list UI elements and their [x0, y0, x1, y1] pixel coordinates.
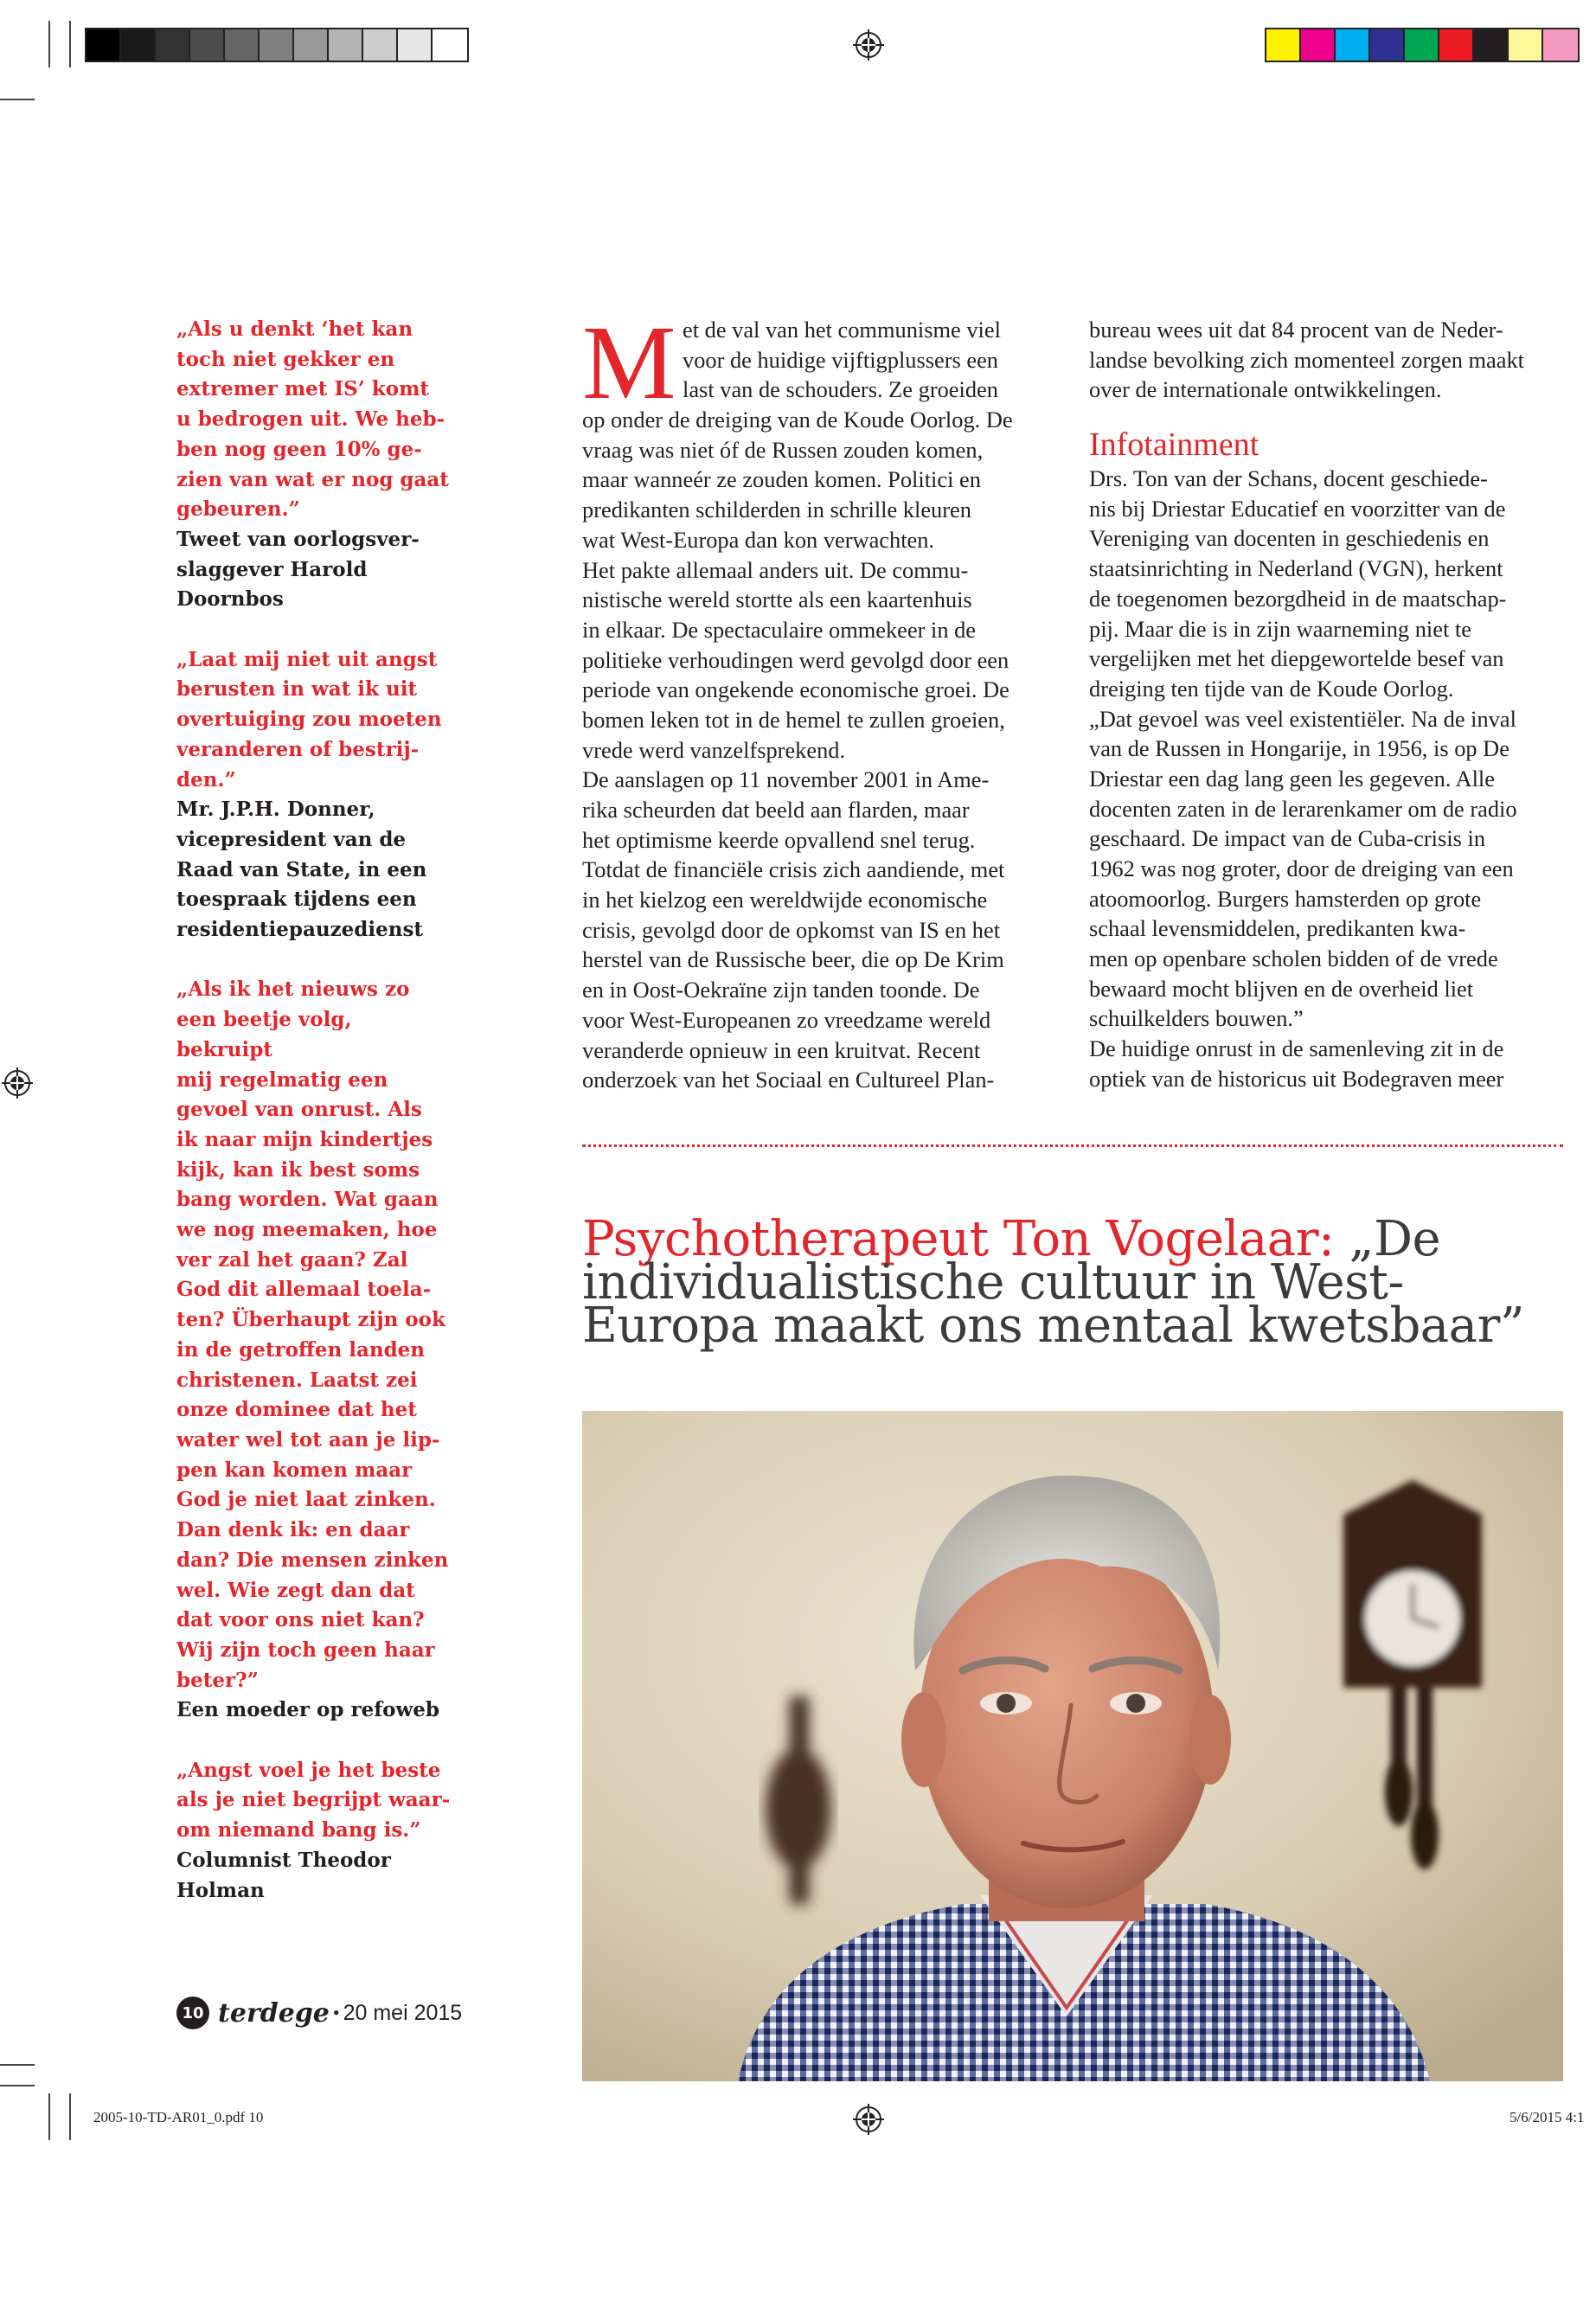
color-swatch — [1370, 29, 1405, 61]
color-swatch — [1266, 29, 1301, 61]
text-line: onderzoek van het Sociaal en Cultureel Plan- — [582, 1067, 995, 1093]
text-line: veranderde opnieuw in een kruitvat. Recent — [582, 1036, 981, 1063]
text-line: atoomoorlog. Burgers hamsterden op grote — [1089, 885, 1482, 912]
page-number: 10 — [176, 1997, 209, 2029]
text-line: wat West-Europa dan kon verwachten. — [582, 526, 935, 553]
text-line: bomen leken tot in de hemel te zullen groeien, — [582, 706, 1005, 733]
interview-headline — [582, 1211, 1577, 1354]
text-line: staatsinrichting in Nederland (VGN), herkent — [1089, 555, 1503, 582]
text-line: De aanslagen op 11 november 2001 in Ame- — [582, 766, 990, 793]
issue-date: 20 mei 2015 — [343, 2000, 463, 2025]
color-swatch — [1543, 29, 1578, 61]
text-line: optiek van de historicus uit Bodegraven meer — [1089, 1065, 1504, 1092]
text-line: landse bevolking zich momenteel zorgen maakt — [1089, 346, 1524, 373]
article-body — [1089, 464, 1574, 1093]
footer-separator: • — [332, 2002, 340, 2023]
color-swatch — [1439, 29, 1474, 61]
text-line: nis bij Driestar Educatief en voorzitter van de — [1089, 495, 1506, 522]
text-line: herstel van de Russische beer, die op De Krim — [582, 946, 1004, 973]
color-swatch — [225, 29, 260, 61]
grayscale-color-bar — [85, 28, 469, 62]
text-line: pij. Maar die is in zijn waarneming niet te — [1089, 615, 1471, 642]
color-swatch — [260, 29, 294, 61]
text-line: politieke verhoudingen werd gevolgd door een — [582, 646, 1010, 673]
text-line: vrede werd vanzelfsprekend. — [582, 736, 846, 763]
print-slug-file: 2005-10-TD-AR01_0.pdf 10 — [93, 2109, 264, 2125]
color-swatch — [121, 29, 156, 61]
dotted-divider — [582, 1144, 1563, 1147]
text-line: predikanten schilderden in schrille kleuren — [582, 497, 971, 523]
crop-mark — [48, 21, 50, 67]
text-line: Driestar een dag lang geen les gegeven. Alle — [1089, 765, 1495, 792]
quote-source: Mr. J.P.H. Donner, vicepresident van de Raad van State, in een toespraak tijdens een residentiepauzedienst — [176, 798, 427, 942]
text-line: vraag was niet óf de Russen zouden komen, — [582, 436, 984, 463]
text-line: dreiging ten tijde van de Koude Oorlog. — [1089, 675, 1454, 702]
quote-source: Een moeder op refoweb — [176, 1698, 439, 1722]
text-line: et de val van het communisme viel — [683, 317, 1001, 343]
text-line: in elkaar. De spectaculaire ommekeer in de — [582, 616, 977, 643]
color-swatch — [1474, 29, 1509, 61]
text-line: nistische wereld stortte als een kaartenhuis — [582, 586, 972, 613]
text-line: Drs. Ton van der Schans, docent geschiede- — [1089, 465, 1488, 492]
headline-text: „De — [1334, 1211, 1441, 1267]
crop-mark — [69, 2093, 71, 2140]
magazine-logo: terdege — [218, 1997, 330, 2029]
color-swatch — [433, 29, 467, 61]
quote-text: „Als ik het nieuws zo een beetje volg, bekruipt mij regelmatig een gevoel van onrust. Als ik naar mijn kindertjes kijk, kan ik best soms bang worden. Wat gaan we nog meemaken, hoe ver zal het gaan? Zal God dit allemaal toela- ten? Überhaupt zijn ook in de getroffen landen christenen. Laatst zei onze dominee dat het water wel tot aan je lip- pen kan komen maar God je niet laat zinken. Dan denk ik: en daar dan? Die mensen zinken wel. Wie zegt dan dat dat voor ons niet kan? Wij zijn toch geen haar beter?” — [176, 977, 449, 1692]
text-line: docenten zaten in de lerarenkamer om de radio — [1089, 795, 1517, 822]
article-column-2 — [1089, 315, 1574, 1094]
text-line: schaal levensmiddelen, predikanten kwa- — [1089, 915, 1466, 942]
article-body — [1089, 315, 1574, 405]
page-footer — [176, 1996, 462, 2030]
quote-block — [176, 315, 452, 615]
color-swatch — [1509, 29, 1543, 61]
portrait-photo — [582, 1411, 1563, 2081]
drop-cap: M — [582, 304, 676, 421]
text-line: bureau wees uit dat 84 procent van de Neder- — [1089, 317, 1503, 343]
section-subhead: Infotainment — [1089, 426, 1259, 464]
color-swatch — [398, 29, 433, 61]
article-column-1 — [582, 304, 1049, 1095]
headline-speaker: Psychotherapeut Ton Vogelaar: — [582, 1211, 1335, 1267]
quote-text: „Angst voel je het beste als je niet begrijpt waar- om niemand bang is.” — [176, 1758, 451, 1843]
text-line: last van de schouders. Ze groeiden — [683, 376, 998, 403]
crop-mark — [48, 2093, 50, 2140]
quote-text: „Als u denkt ‘het kan toch niet gekker en extremer met IS’ komt u bedrogen uit. We heb- ben nog geen 10% ge- zien van wat er nog gaat gebeuren.” — [176, 317, 449, 522]
registration-mark-icon — [2, 1067, 33, 1099]
quote-block — [176, 645, 452, 945]
text-line: schuilkelders bouwen.” — [1089, 1005, 1304, 1032]
color-swatch — [329, 29, 363, 61]
registration-mark-icon — [853, 2104, 884, 2135]
text-line: geschaard. De impact van de Cuba-crisis in — [1089, 825, 1486, 852]
color-swatch — [1336, 29, 1370, 61]
article-body — [582, 304, 1049, 1095]
sidebar-quotes — [176, 315, 452, 1936]
headline-text: Europa maakt ons mentaal kwetsbaar” — [582, 1298, 1524, 1354]
text-line: voor West-Europeanen zo vreedzame wereld — [582, 1006, 991, 1033]
quote-block — [176, 975, 452, 1726]
color-swatch — [156, 29, 190, 61]
text-line: crisis, gevolgd door de opkomst van IS en het — [582, 916, 1001, 943]
color-swatch — [1405, 29, 1439, 61]
quote-text: „Laat mij niet uit angst berusten in wat ik uit overtuiging zou moeten veranderen of bestrij- den.” — [176, 647, 442, 792]
text-line: maar wanneér ze zouden komen. Politici en — [582, 466, 981, 493]
text-line: voor de huidige vijftigplussers een — [683, 346, 998, 373]
text-line: de toegenomen bezorgdheid in de maatschap- — [1089, 585, 1507, 612]
process-color-bar — [1265, 28, 1580, 62]
text-line: men op openbare scholen bidden of de vrede — [1089, 945, 1498, 972]
text-line: vergelijken met het diepgewortelde besef van — [1089, 645, 1504, 672]
color-swatch — [190, 29, 225, 61]
text-line: van de Russen in Hongarije, in 1956, is op De — [1089, 735, 1509, 762]
crop-mark — [0, 2085, 35, 2086]
text-line: op onder de dreiging van de Koude Oorlog. De — [582, 407, 1013, 433]
text-line: bewaard mocht blijven en de overheid liet — [1089, 975, 1474, 1002]
color-swatch — [1301, 29, 1336, 61]
text-line: 1962 was nog groter, door de dreiging van een — [1089, 856, 1514, 881]
color-swatch — [294, 29, 329, 61]
print-slug-timestamp: 5/6/2015 4:1 — [1509, 2109, 1585, 2125]
quote-block — [176, 1756, 452, 1907]
color-swatch — [363, 29, 398, 61]
crop-mark — [0, 2064, 35, 2066]
crop-mark — [0, 99, 35, 100]
text-line: rika scheurden dat beeld aan flarden, maar — [582, 797, 970, 823]
crop-mark — [69, 21, 71, 67]
text-line: het optimisme keerde opvallend snel terug. — [582, 826, 976, 853]
quote-source: Tweet van oorlogsver- slaggever Harold Doornbos — [176, 527, 420, 612]
quote-source: Columnist Theodor Holman — [176, 1848, 391, 1902]
text-line: Het pakte allemaal anders uit. De commu- — [582, 556, 969, 583]
registration-mark-icon — [853, 29, 884, 61]
text-line: Vereniging van docenten in geschiedenis en — [1089, 525, 1490, 552]
headline-text: individualistische cultuur in West- — [582, 1254, 1404, 1311]
text-line: in het kielzog een wereldwijde economische — [582, 887, 988, 913]
color-swatch — [87, 29, 121, 61]
text-line: „Dat gevoel was veel existentiëler. Na de inval — [1089, 705, 1516, 732]
text-line: Totdat de financiële crisis zich aandiende, met — [582, 856, 1005, 883]
text-line: en in Oost-Oekraïne zijn tanden toonde. De — [582, 977, 980, 1003]
text-line: De huidige onrust in de samenleving zit in de — [1089, 1035, 1504, 1062]
text-line: periode van ongekende economische groei. De — [582, 676, 1010, 703]
text-line: over de internationale ontwikkelingen. — [1089, 376, 1442, 403]
